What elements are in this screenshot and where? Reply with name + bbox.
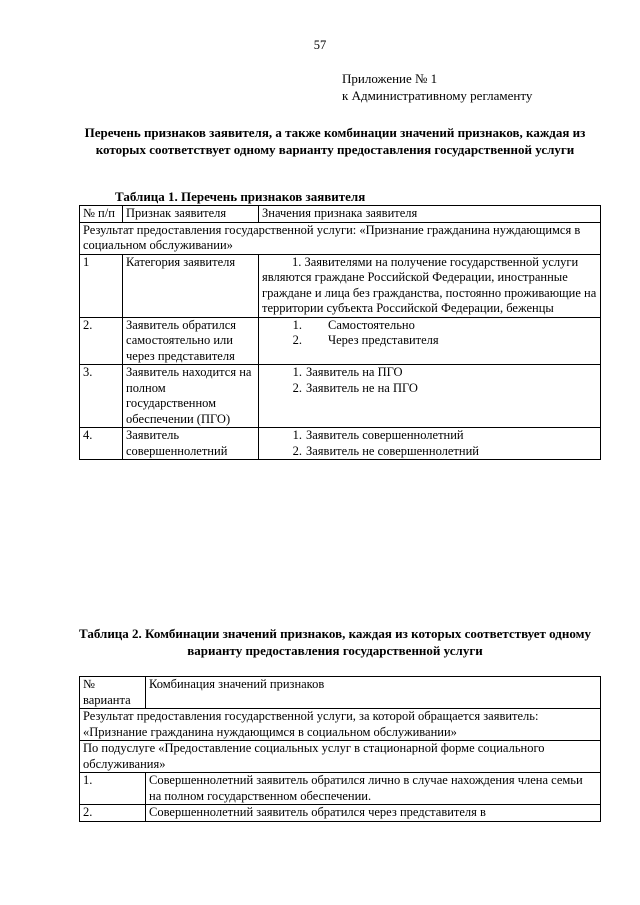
list-item: 2. Заявитель не на ПГО: [292, 380, 418, 395]
row-num: 4.: [80, 428, 123, 460]
list-item: 2. Через представителя: [292, 333, 439, 347]
appendix-block: [342, 70, 532, 104]
row-value: 1. Заявителями на получение государственной услуги являются граждане Российской Федерации, иностранные граждане и лица без гражданства, постоянно проживающие на территории субъекта Российской Федерации, беженцы: [259, 254, 601, 317]
row-num: 1.: [80, 773, 146, 805]
row-num: 1: [80, 254, 123, 317]
table2-caption: Таблица 2. Комбинации значений признаков, каждая из которых соответствует одному варианту предоставления государственной услуги: [79, 626, 591, 658]
row-feature: Заявитель находится на полном государственном обеспечении (ПГО): [123, 365, 259, 428]
table-header-row: [80, 677, 601, 709]
page-number: 57: [313, 38, 327, 52]
header-num: № п/п: [80, 206, 123, 223]
subservice-row: По подуслуге «Предоставление социальных услуг в стационарной форме социального обслуживания»: [80, 741, 601, 773]
row-feature: Категория заявителя: [123, 254, 259, 317]
header-variant: № варианта: [80, 677, 146, 709]
table-row: [80, 317, 601, 365]
document-title: Перечень признаков заявителя, а также комбинации значений признаков, каждая из которых соответствует одному варианту предоставления государственной услуги: [84, 125, 586, 157]
row-feature: Заявитель обратился самостоятельно или через представителя: [123, 317, 259, 365]
table-row: [80, 222, 601, 254]
row-feature: Заявитель совершеннолетний: [123, 428, 259, 460]
row-combination: Совершеннолетний заявитель обратился лично в случае нахождения члена семьи на полном государственном обеспечении.: [146, 773, 601, 805]
row-values: [259, 365, 601, 428]
header-feature: Признак заявителя: [123, 206, 259, 223]
list-item: 1. Заявитель совершеннолетний: [292, 428, 464, 442]
table-header-row: [80, 206, 601, 223]
table-row: [80, 365, 601, 428]
feature-combinations-table: [79, 676, 601, 822]
row-combination: Совершеннолетний заявитель обратился через представителя в: [146, 805, 601, 822]
list-item: 1. Самостоятельно: [292, 317, 415, 332]
row-num: 2.: [80, 805, 146, 822]
table-row: [80, 741, 601, 773]
table-row: [80, 773, 601, 805]
result-row: Результат предоставления государственной услуги, за которой обращается заявитель: «Признание гражданина нуждающимся в социальном обслуживании»: [80, 709, 601, 741]
header-combination: Комбинация значений признаков: [146, 677, 601, 709]
row-num: 2.: [80, 317, 123, 365]
table-row: [80, 254, 601, 317]
appendix-line-2: к Административному регламенту: [342, 88, 533, 103]
result-row: Результат предоставления государственной услуги: «Признание гражданина нуждающимся в социальном обслуживании»: [80, 222, 601, 254]
appendix-line-1: Приложение № 1: [342, 71, 438, 86]
header-values: Значения признака заявителя: [259, 206, 601, 223]
row-values: [259, 317, 601, 365]
table1-caption: Таблица 1. Перечень признаков заявителя: [115, 189, 366, 204]
row-values: [259, 428, 601, 460]
table-row: [80, 709, 601, 741]
table-row: [80, 805, 601, 822]
row-num: 3.: [80, 365, 123, 428]
list-item: 1. Заявитель на ПГО: [292, 365, 403, 379]
table-row: [80, 428, 601, 460]
applicant-features-table: [79, 205, 601, 460]
list-item: 2. Заявитель не совершеннолетний: [292, 443, 479, 458]
